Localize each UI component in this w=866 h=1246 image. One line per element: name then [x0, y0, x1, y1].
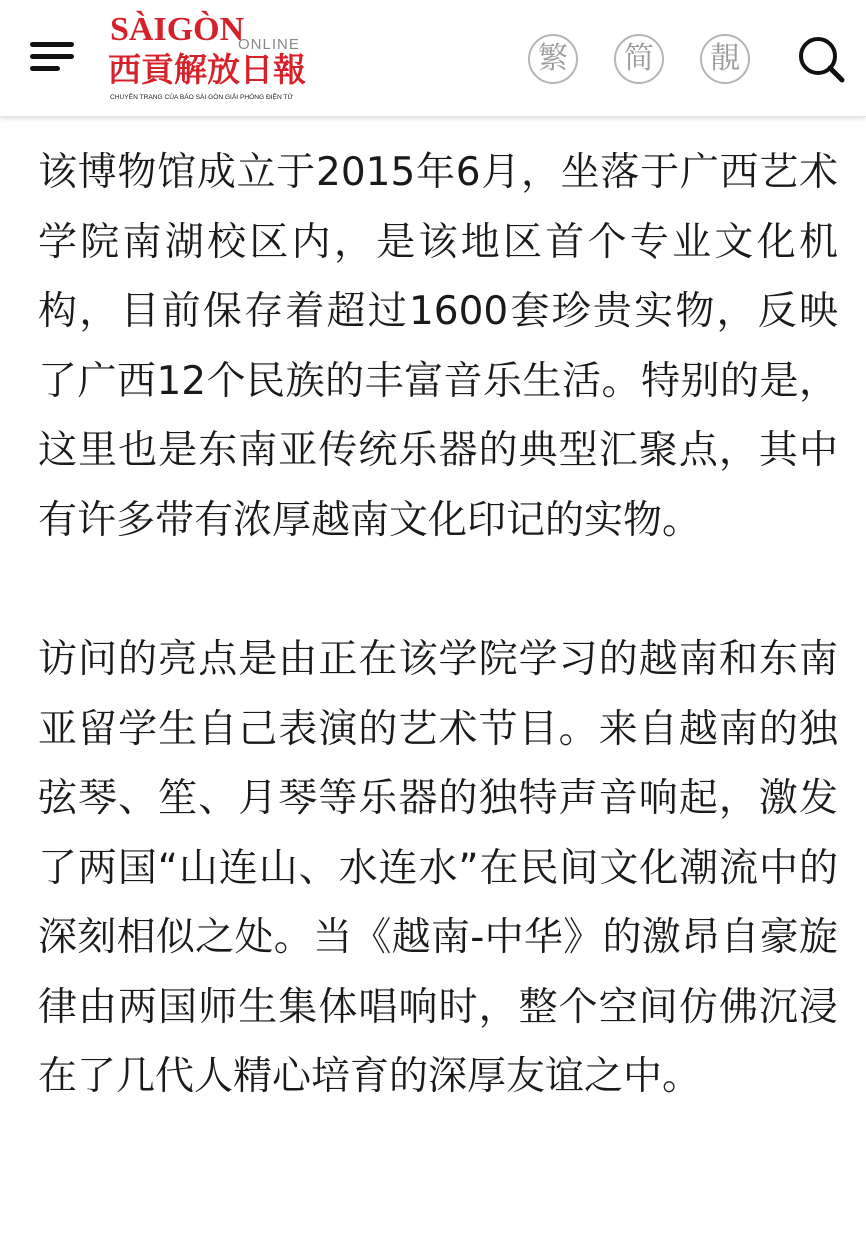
article-paragraph: 该博物馆成立于2015年6月，坐落于广西艺术学院南湖校区内，是该地区首个专业文化机构，目前保存着超过1600套珍贵实物，反映了广西12个民族的丰富音乐生活。特别的是，这里也是东南亚传统乐器的典型汇聚点，其中有许多带有浓厚越南文化印记的实物。	[38, 150, 838, 543]
article-body	[38, 138, 838, 1112]
logo-tagline: CHUYÊN TRANG CỦA BÁO SÀI GÒN GIẢI PHÓNG ĐIỆN TỬ	[110, 94, 294, 101]
top-header	[0, 0, 866, 117]
alt-script-button[interactable]: 靚	[700, 34, 750, 84]
hamburger-menu-icon[interactable]	[26, 36, 78, 76]
logo-online-text: ONLINE	[238, 36, 300, 53]
logo-chinese-text: 西貢解放日報	[108, 50, 306, 89]
article-paragraph: 访问的亮点是由正在该学院学习的越南和东南亚留学生自己表演的艺术节目。来自越南的独弦琴、笙、月琴等乐器的独特声音响起，激发了两国“山连山、水连水”在民间文化潮流中的深刻相似之处。当《越南-中华》的激昂自豪旋律由两国师生集体唱响时，整个空间仿佛沉浸在了几代人精心培育的深厚友谊之中。	[38, 637, 838, 1099]
search-icon[interactable]	[796, 34, 846, 84]
simplified-chinese-button[interactable]: 简	[614, 34, 664, 84]
traditional-chinese-button[interactable]: 繁	[528, 34, 578, 84]
site-logo[interactable]	[108, 12, 318, 104]
logo-brand-text: SÀIGÒN	[110, 11, 245, 48]
